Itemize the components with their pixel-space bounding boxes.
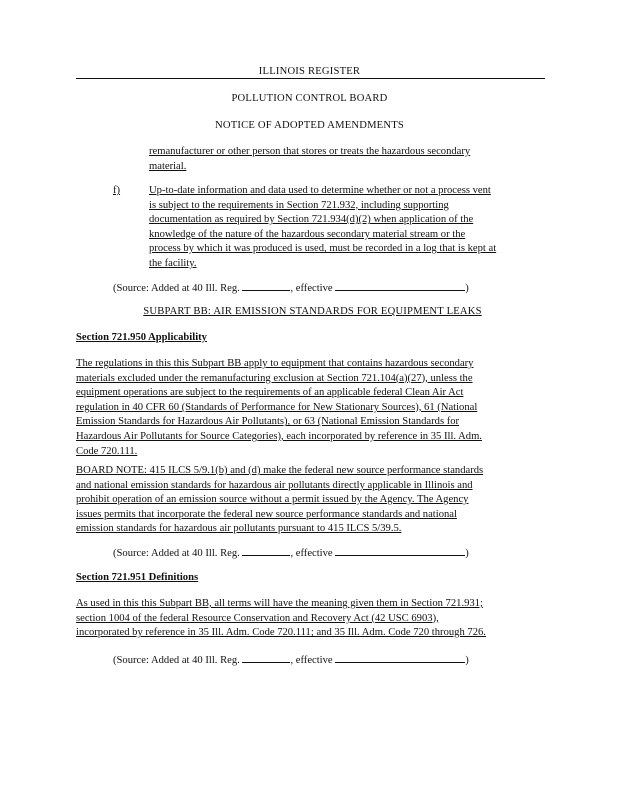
text-line: Code 720.111. xyxy=(76,445,138,457)
text-line: emission standards for hazardous air pollutants pursuant to 415 ILCS 5/39.5. xyxy=(76,523,402,535)
effective-label: , effective xyxy=(290,655,333,666)
text-line: equipment operations are subject to the requirements of an applicable federal Clean Air Act xyxy=(76,387,464,399)
register-title: ILLINOIS REGISTER xyxy=(258,66,361,77)
source-note xyxy=(113,545,469,562)
register-blank xyxy=(242,652,290,663)
text-line: is subject to the requirements in Section 721.932, including supporting xyxy=(149,199,449,211)
source-label: (Source: Added at 40 Ill. Reg. xyxy=(113,655,240,666)
source-note xyxy=(113,280,469,297)
subpart-heading: SUBPART BB: AIR EMISSION STANDARDS FOR EQUIPMENT LEAKS xyxy=(143,306,482,317)
item-f-label: f) xyxy=(113,185,121,196)
notice-title: NOTICE OF ADOPTED AMENDMENTS xyxy=(215,120,404,131)
text-line: Emission Standards for Hazardous Air Pollutants), or 63 (National Emission Standards for xyxy=(76,416,460,428)
close-paren: ) xyxy=(465,655,469,666)
text-line: As used in this this Subpart BB, all terms will have the meaning given them in Section 721.931; xyxy=(76,598,483,609)
text-line: process by which it was produced is used, must be recorded in a log that is kept at xyxy=(149,243,497,255)
text-line: issues permits that incorporate the federal new source performance standards and national xyxy=(76,508,457,520)
text-line: the facility. xyxy=(149,257,197,269)
section-950-paragraph xyxy=(76,357,482,459)
text-line: section 1004 of the federal Resource Conservation and Recovery Act (42 USC 6903), xyxy=(76,612,439,624)
text-line: materials excluded under the remanufacturing exclusion at Section 721.104(a)(27), unless the xyxy=(76,372,473,384)
register-blank xyxy=(242,280,290,291)
effective-blank xyxy=(335,545,465,556)
text-line: incorporated by reference in 35 Ill. Adm. Code 720.111; and 35 Ill. Adm. Code 720 through 726. xyxy=(76,627,486,639)
text-line: BOARD NOTE: 415 ILCS 5/9.1(b) and (d) make the federal new source performance standards xyxy=(76,465,484,476)
text-line: Up-to-date information and data used to determine whether or not a process vent xyxy=(149,185,491,196)
section-951-paragraph xyxy=(76,597,486,641)
text-line: The regulations in this this Subpart BB apply to equipment that contains hazardous secondary xyxy=(76,358,474,369)
text-line: remanufacturer or other person that stores or treats the hazardous secondary xyxy=(149,146,471,157)
close-paren: ) xyxy=(465,548,469,559)
effective-blank xyxy=(335,280,465,291)
text-line: material. xyxy=(149,160,187,172)
board-title: POLLUTION CONTROL BOARD xyxy=(231,93,388,104)
source-note xyxy=(113,652,469,669)
section-950-heading: Section 721.950 Applicability xyxy=(76,332,207,343)
text-line: documentation as required by Section 721.934(d)(2) when application of the xyxy=(149,214,474,226)
item-f-paragraph xyxy=(149,184,496,272)
text-line: prohibit operation of an emission source without a permit issued by the Agency. The Agency xyxy=(76,494,469,506)
effective-label: , effective xyxy=(290,548,333,559)
text-line: knowledge of the nature of the hazardous secondary material stream or the xyxy=(149,228,466,240)
source-label: (Source: Added at 40 Ill. Reg. xyxy=(113,548,240,559)
close-paren: ) xyxy=(465,283,469,294)
effective-blank xyxy=(335,652,465,663)
continuation-paragraph xyxy=(149,145,470,174)
header-rule xyxy=(76,78,545,79)
register-blank xyxy=(242,545,290,556)
source-label: (Source: Added at 40 Ill. Reg. xyxy=(113,283,240,294)
effective-label: , effective xyxy=(290,283,333,294)
text-line: Hazardous Air Pollutants for Source Categories), each incorporated by reference in 35 Ill. Adm. xyxy=(76,430,482,442)
board-note xyxy=(76,464,483,537)
text-line: regulation in 40 CFR 60 (Standards of Performance for New Stationary Sources), 61 (National xyxy=(76,401,478,413)
section-951-heading: Section 721.951 Definitions xyxy=(76,572,199,583)
text-line: and national emission standards for hazardous air pollutants directly applicable in Illinois and xyxy=(76,479,473,491)
